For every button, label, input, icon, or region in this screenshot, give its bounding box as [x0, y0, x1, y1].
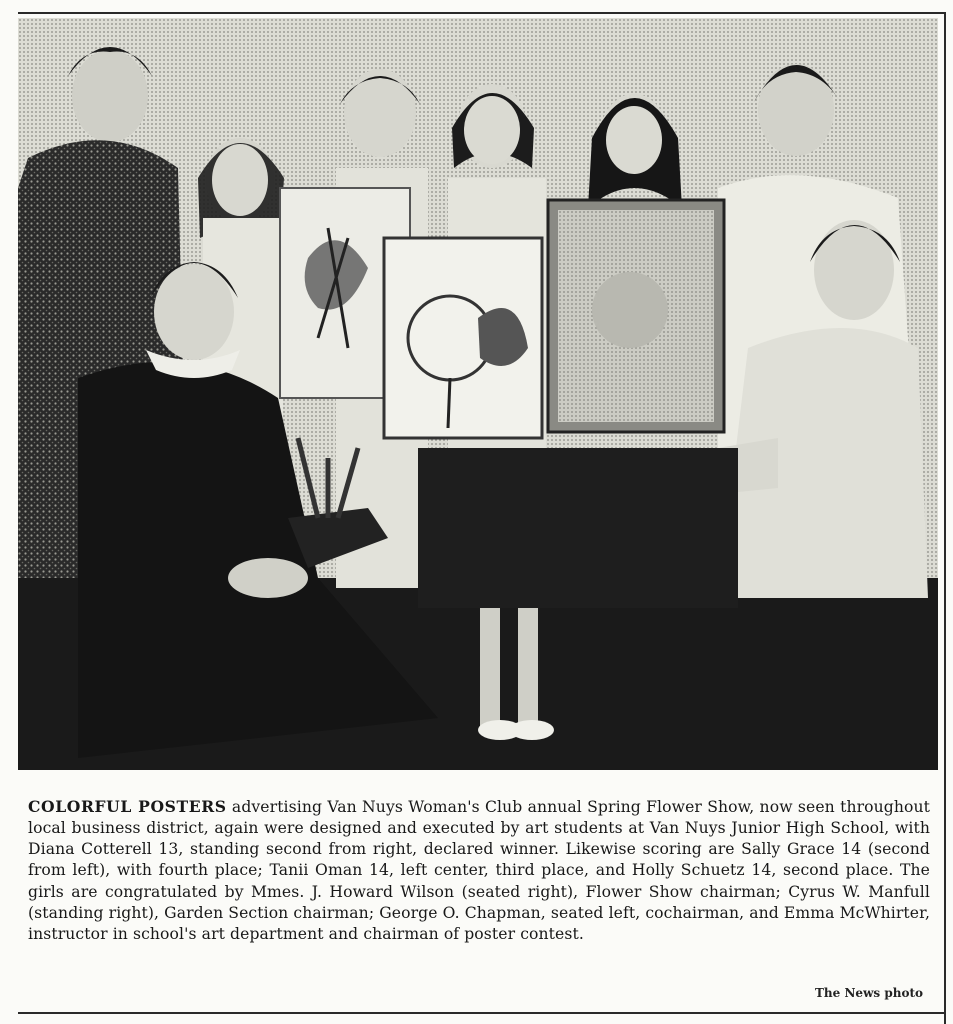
- caption-lead: COLORFUL POSTERS: [28, 796, 227, 816]
- side-rule: [944, 12, 946, 1024]
- poster-right: [548, 200, 724, 432]
- group-photo: [18, 18, 938, 770]
- bottom-rule: [18, 1012, 946, 1014]
- top-rule: [18, 12, 946, 14]
- table: [418, 448, 738, 608]
- photo-caption: [28, 796, 930, 946]
- poster-center: [384, 238, 542, 438]
- photo-credit: The News photo: [815, 986, 923, 1000]
- caption-body: advertising Van Nuys Woman's Club annual Spring Flower Show, now seen throughout local business district, again were designed and executed by art students at Van Nuys Junior High School, with Diana Cotterell 13, standing second from right, declared winner. Likewise scoring are Sally Grace 14 (second from left), with fourth place; Tanii Oman 14, left center, third place, and Holly Schuetz 14, second place. The girls are congratulated by Mmes. J. Howard Wilson (seated right), Flower Show chairman; Cyrus W. Manfull (standing right), Garden Section chairman; George O. Chapman, seated left, cochairman, and Emma McWhirter, instructor in school's art department and chairman of poster contest.: [28, 797, 931, 944]
